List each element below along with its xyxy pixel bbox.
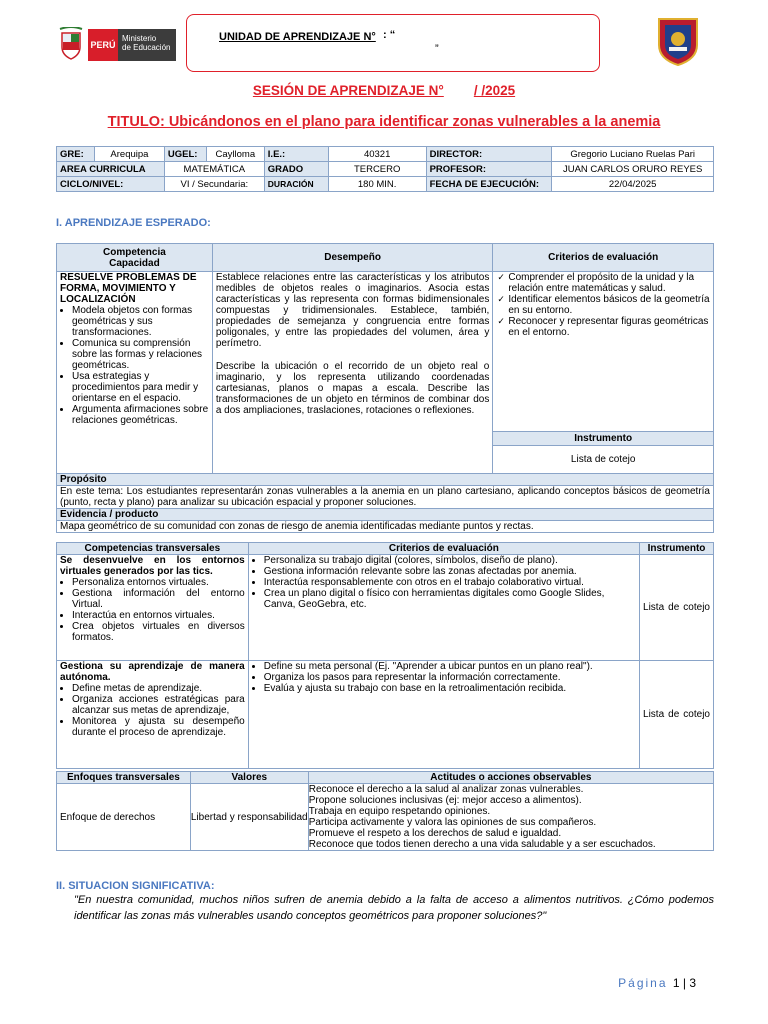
autonoma-instrumento: Lista de cotejo [640, 661, 714, 769]
desempeno-header: Desempeño [212, 244, 493, 272]
actitud-item: Trabaja en equipo respetando opiniones. [308, 806, 491, 817]
actitud-item: Promueve el respeto a los derechos de salud e igualdad. [308, 828, 562, 839]
criterio-item: ✓ Reconocer y representar figuras geométricas en el entorno. [508, 316, 710, 338]
tic-criterio-item: • Personaliza su trabajo digital (colores, símbolos, diseño de plano). [264, 555, 636, 566]
tic-criterio-item: • Gestiona información relevante sobre las zonas afectadas por anemia. [264, 566, 636, 577]
actitud-item: Propone soluciones inclusivas (ej: mejor acceso a alimentos). [308, 795, 582, 806]
fecha-value: 22/04/2025 [552, 177, 714, 192]
page-footer [618, 976, 696, 990]
criterios-list [496, 272, 710, 338]
page-title: TITULO: Ubicándonos en el plano para identificar zonas vulnerables a la anemia [107, 114, 661, 130]
actitud-item: Reconoce el derecho a la salud al analizar zonas vulnerables. [308, 784, 584, 795]
actitudes-header: Actitudes o acciones observables [308, 772, 713, 784]
valores-value: Libertad y responsabilidad [190, 784, 308, 851]
enfoques-header: Enfoques transversales [57, 772, 191, 784]
section-aprendizaje: I. APRENDIZAJE ESPERADO: [56, 217, 211, 229]
tic-instrumento: Lista de cotejo [640, 555, 714, 661]
criterio-item: ✓ Identificar elementos básicos de la geometría en su entorno. [508, 294, 710, 316]
situacion-text: "En nuestra comunidad, muchos niños sufren de anemia debido a la falta de acceso a alimentos nutritivos. ¿Cómo podemos identificar las zonas más vulnerables usando conceptos geométricos para proponer soluciones?" [74, 894, 714, 922]
profesor-value: JUAN CARLOS ORURO REYES [552, 162, 714, 177]
unit-colon: : “ [383, 29, 396, 41]
duracion-value: 180 MIN. [328, 177, 426, 192]
tic-criterios-cell [248, 555, 639, 661]
capacidad-item: • Modela objetos con formas geométricas y sus transformaciones. [72, 305, 209, 338]
gre-value: Arequipa [94, 147, 164, 162]
autonoma-criterios-list [252, 661, 636, 694]
enfoques-table [56, 771, 714, 851]
capacidad-item: • Argumenta afirmaciones sobre relaciones geométricas. [72, 404, 209, 426]
tic-capacidad-item: • Personaliza entornos virtuales. [72, 577, 245, 588]
session-heading: SESIÓN DE APRENDIZAJE N° / /2025 [252, 83, 516, 98]
autonoma-criterios-cell [248, 661, 639, 769]
minedu-logo [58, 27, 176, 63]
capacidad-item: • Usa estrategias y procedimientos para medir y orientarse en el espacio. [72, 371, 209, 404]
autonoma-criterio-item: • Evalúa y ajusta su trabajo con base en la retroalimentación recibida. [264, 683, 636, 694]
transversal-comp-header: Competencias transversales [57, 543, 249, 555]
tic-criterios-list [252, 555, 636, 610]
autonoma-capacidad-item: • Monitorea y ajusta su desempeño durante el proceso de aprendizaje. [72, 716, 245, 738]
evidencia-header: Evidencia / producto [57, 509, 714, 521]
capacidades-list [60, 305, 209, 426]
capacidad-item: • Comunica su comprensión sobre las formas y relaciones geométricas. [72, 338, 209, 371]
school-crest-icon [655, 15, 701, 67]
actitudes-list [309, 784, 713, 850]
tic-criterio-item: • Crea un plano digital o físico con herramientas digitales como Google Slides, Canva, GeoGebra, etc. [264, 588, 636, 610]
desempeno-cell: Establece relaciones entre las características y los atributos medibles de objetos reales o imaginarios. Asocia estas características y las representa con formas bidimensionales compuestas y tridimensionales. Establece, también, propiedades de semejanza y congruencia entre formas poligonales, y entre las propiedades del volumen, área y perímetro. Describe la ubicación o el recorrido de un objeto real o imaginario, y los representa utilizando coordenadas cartesianas, planos o mapas a escala. Describe las transformaciones de un objeto en términos de combinar dos a dos ampliaciones, traslaciones, rotaciones o reflexiones. [212, 272, 493, 474]
unit-box [186, 14, 600, 72]
tic-capacidad-item: • Interactúa en entornos virtuales. [72, 610, 245, 621]
ciclo-value: VI / Secundaria: [164, 177, 264, 192]
transversal-table [56, 542, 714, 769]
valores-header: Valores [190, 772, 308, 784]
tic-competencia-cell: Se desenvuelve en los entornos virtuales generados por las tics. • Personaliza entornos virtuales. • Gestiona información del entorno Virtual. • Interactúa en entornos virtuales. • Crea objetos virtuales en diversos formatos. [57, 555, 249, 661]
autonoma-criterio-item: • Organiza los pasos para representar la información correctamente. [264, 672, 636, 683]
grado-value: TERCERO [328, 162, 426, 177]
unit-label: UNIDAD DE APRENDIZAJE N° [219, 31, 376, 43]
peru-label: PERÚ [88, 29, 118, 61]
page-number: 1 | 3 [672, 976, 696, 990]
page-label: Página [618, 976, 668, 990]
tic-capacidad-item: • Crea objetos virtuales en diversos formatos. [72, 621, 245, 643]
criterios-cell [493, 272, 714, 432]
ie-value: 40321 [328, 147, 426, 162]
proposito-text: En este tema: Los estudiantes representarán zonas vulnerables a la anemia en un plano cartesiano, aplicando conceptos básicos de geometría (punto, recta y plano) para analizar su ubicación espacial y proponer soluciones. [57, 486, 714, 509]
competencia-cell: RESUELVE PROBLEMAS DE FORMA, MOVIMIENTO Y LOCALIZACIÓN • Modela objetos con formas geométricas y sus transformaciones. • Comunica su comprensión sobre las formas y relaciones geométricas. • Usa estrategias y procedimientos para medir y orientarse en el espacio. • Argumenta afirmaciones sobre relaciones geométricas. [57, 272, 213, 474]
enfoque-value: Enfoque de derechos [57, 784, 191, 851]
area-value: MATEMÁTICA [164, 162, 264, 177]
instrumento-header: Instrumento [493, 432, 714, 446]
ugel-value: Caylloma [206, 147, 264, 162]
autonoma-capacidad-item: • Define metas de aprendizaje. [72, 683, 245, 694]
ministry-label: Ministerio de Educación [118, 29, 176, 61]
section-situacion: II. SITUACION SIGNIFICATIVA: [56, 880, 215, 892]
criterio-item: ✓ Comprender el propósito de la unidad y la relación entre matemáticas y salud. [508, 272, 710, 294]
transversal-crit-header: Criterios de evaluación [248, 543, 639, 555]
proposito-header: Propósito [57, 474, 714, 486]
autonoma-capacidad-item: • Organiza acciones estratégicas para alcanzar sus metas de aprendizaje, [72, 694, 245, 716]
tic-criterio-item: • Interactúa responsablemente con otros en el trabajo colaborativo virtual. [264, 577, 636, 588]
criterios-header: Criterios de evaluación [493, 244, 714, 272]
unit-close: ” [435, 43, 439, 55]
tic-capacidades-list [60, 577, 245, 643]
peru-coat-of-arms-icon [58, 27, 84, 61]
actitud-item: Participa activamente y valora las opiniones de sus compañeros. [308, 817, 597, 828]
actitud-item: Reconoce que todos tienen derecho a una vida saludable y a ser escuchados. [308, 839, 656, 850]
evidencia-text: Mapa geométrico de su comunidad con zonas de riesgo de anemia identificadas mediante puntos y rectas. [57, 521, 714, 533]
autonoma-competencia-cell: Gestiona su aprendizaje de manera autónoma. • Define metas de aprendizaje. • Organiza acciones estratégicas para alcanzar sus metas de aprendizaje, • Monitorea y ajusta su desempeño durante el proceso de aprendizaje. [57, 661, 249, 769]
competencia-header: Competencia Capacidad [57, 244, 213, 272]
autonoma-capacidades-list [60, 683, 245, 738]
tic-capacidad-item: • Gestiona información del entorno Virtual. [72, 588, 245, 610]
director-value: Gregorio Luciano Ruelas Pari [552, 147, 714, 162]
actitudes-cell [308, 784, 713, 851]
learning-table [56, 243, 714, 533]
info-table: GRE: Arequipa UGEL: Caylloma I.E.: 40321 DIRECTOR: Gregorio Luciano Ruelas Pari AREA CURRICULA MATEMÁTICA GRADO TERCERO PROFESOR: JUAN CARLOS ORURO REYES CICLO/NIVEL: VI / Secundaria: DURACIÓN 180 MIN. FECHA DE EJECUCIÓN: 22/04/2025 [56, 146, 714, 192]
instrumento-value: Lista de cotejo [493, 446, 714, 474]
transversal-instr-header: Instrumento [640, 543, 714, 555]
autonoma-criterio-item: • Define su meta personal (Ej. "Aprender a ubicar puntos en un plano real"). [264, 661, 636, 672]
